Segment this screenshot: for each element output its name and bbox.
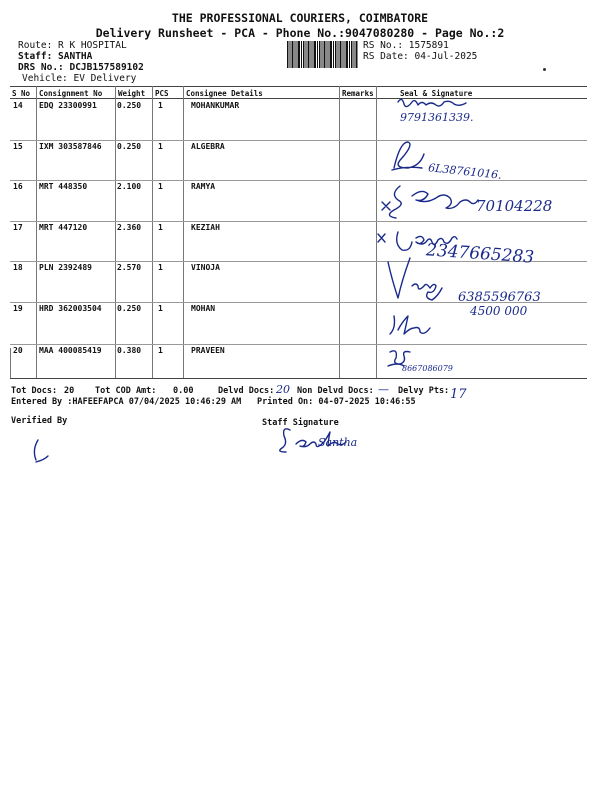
cell-consignment: MAA 400085419 — [39, 346, 102, 355]
col-divider — [36, 86, 37, 348]
entered-by: Entered By :HAFEEFAPCA 07/04/2025 10:46:29 AM — [11, 397, 242, 407]
cell-consignment: MRT 448350 — [39, 182, 88, 191]
cell-weight: 0.380 — [117, 346, 142, 355]
col-divider — [115, 348, 116, 378]
col-divider — [183, 348, 184, 378]
cell-consignment: HRD 362003504 — [39, 304, 102, 313]
table-header-rule — [10, 98, 587, 99]
tot-cod-label: Tot COD Amt: — [95, 386, 157, 396]
handwritten-phone: 6385596763 — [458, 290, 541, 305]
cell-consignment: MRT 447120 — [39, 223, 88, 232]
cell-pcs: 1 — [158, 142, 163, 151]
drs-number: DRS No.: DCJB157589102 — [18, 62, 144, 73]
cell-sno: 19 — [13, 304, 23, 313]
cell-consignment: PLN 2392489 — [39, 263, 92, 272]
col-divider — [115, 86, 116, 348]
delvy-pts-handwritten: 17 — [450, 387, 467, 402]
non-delvd-docs-label: Non Delvd Docs: — [297, 386, 374, 396]
cell-consignee: MOHAN — [191, 304, 216, 313]
col-divider — [376, 348, 377, 378]
handwritten-phone: 9791361339. — [400, 111, 474, 124]
cell-pcs: 1 — [158, 304, 163, 313]
cell-pcs: 1 — [158, 263, 163, 272]
non-delvd-docs-handwritten: — — [378, 383, 389, 396]
col-divider — [36, 348, 37, 378]
table-bottom-rule — [10, 378, 587, 379]
row-divider — [10, 221, 587, 222]
speck-mark — [543, 68, 546, 71]
cell-weight: 2.360 — [117, 223, 142, 232]
cell-pcs: 1 — [158, 346, 163, 355]
cell-sno: 15 — [13, 142, 23, 151]
rs-number: RS No.: 1575891 — [363, 40, 449, 51]
rs-date: RS Date: 04-Jul-2025 — [363, 51, 478, 62]
staff: Staff: SANTHA — [18, 51, 93, 62]
col-divider — [339, 348, 340, 378]
col-header-sno: S No — [12, 89, 31, 98]
col-divider — [10, 348, 11, 378]
cell-sno: 20 — [13, 346, 23, 355]
col-divider — [183, 86, 184, 348]
cell-consignee: RAMYA — [191, 182, 216, 191]
cell-consignee: VINOJA — [191, 263, 220, 272]
cell-pcs: 1 — [158, 223, 163, 232]
cell-consignee: ALGEBRA — [191, 142, 225, 151]
row-divider — [10, 140, 587, 141]
handwritten-phone: 2347665283 — [425, 240, 535, 268]
col-divider — [339, 86, 340, 348]
tot-cod-value: 0.00 — [173, 386, 194, 396]
vehicle: Vehicle: EV Delivery — [22, 73, 137, 84]
col-header-consignee: Consignee Details — [186, 89, 263, 98]
col-divider — [376, 86, 377, 348]
cell-sno: 18 — [13, 263, 23, 272]
handwritten-phone: 6L38761016. — [427, 161, 503, 182]
delvd-docs-label: Delvd Docs: — [218, 386, 275, 396]
cell-pcs: 1 — [158, 101, 163, 110]
cell-consignment: IXM 303587846 — [39, 142, 102, 151]
col-header-pcs: PCS — [155, 89, 169, 98]
handwritten-amount: 4500 000 — [470, 304, 528, 318]
cell-pcs: 1 — [158, 182, 163, 191]
cell-sno: 14 — [13, 101, 23, 110]
col-divider — [152, 86, 153, 348]
table-top-rule — [10, 86, 587, 87]
cell-consignee: PRAVEEN — [191, 346, 225, 355]
tot-docs-value: 20 — [64, 386, 75, 396]
cell-consignee: MOHANKUMAR — [191, 101, 240, 110]
verified-by-label: Verified By — [11, 416, 68, 426]
col-header-consignment: Consignment No — [39, 89, 103, 98]
staff-signature-handwritten: Santha — [318, 436, 358, 449]
col-header-seal-signature: Seal & Signature — [400, 89, 473, 98]
delvd-docs-handwritten: 20 — [276, 383, 290, 396]
barcode — [287, 41, 358, 68]
verified-mark — [34, 440, 48, 462]
cell-sno: 17 — [13, 223, 23, 232]
route: Route: R K HOSPITAL — [18, 40, 127, 51]
handwritten-phone: 8667086079 — [402, 364, 453, 373]
company-title: THE PROFESSIONAL COURIERS, COIMBATORE — [171, 11, 429, 25]
cell-consignment: EDQ 23300991 — [39, 101, 97, 110]
printed-on: Printed On: 04-07-2025 10:46:55 — [257, 397, 416, 407]
handwritten-phone: 70104228 — [476, 197, 553, 215]
cell-weight: 0.250 — [117, 304, 142, 313]
delvy-pts-label: Delvy Pts: — [398, 386, 450, 396]
cell-weight: 0.250 — [117, 101, 142, 110]
cell-weight: 2.100 — [117, 182, 142, 191]
cell-weight: 2.570 — [117, 263, 142, 272]
runsheet-title: Delivery Runsheet - PCA - Phone No.:9047080280 - Page No.:2 — [95, 26, 505, 40]
row-divider — [10, 344, 587, 345]
col-header-weight: Weight — [118, 89, 146, 98]
staff-signature-label: Staff Signature — [262, 418, 339, 428]
col-divider — [152, 348, 153, 378]
cell-consignee: KEZIAH — [191, 223, 220, 232]
col-header-remarks: Remarks — [342, 89, 374, 98]
cell-sno: 16 — [13, 182, 23, 191]
cell-weight: 0.250 — [117, 142, 142, 151]
tot-docs-label: Tot Docs: — [11, 386, 58, 396]
